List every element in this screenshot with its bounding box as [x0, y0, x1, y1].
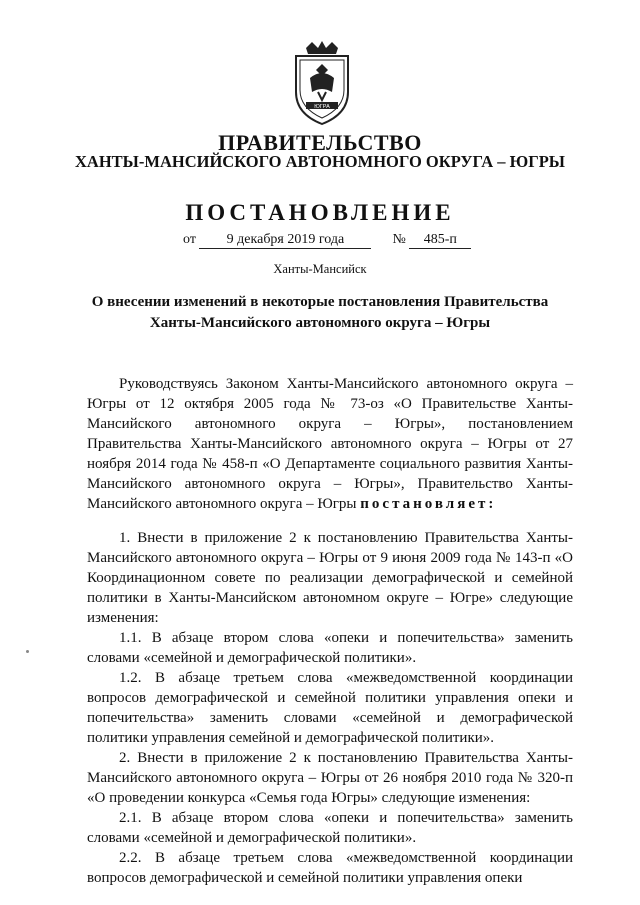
- paragraph-1-2: 1.2. В абзаце третьем слова «межведомственной координации вопросов демографической и семейной политики управления опеки и попечительства» заменить словами «семейной и демографической политики управления семейной и демографической политики».: [87, 670, 573, 746]
- intro-paragraph: [87, 374, 573, 514]
- city-name: Ханты-Мансийск: [273, 262, 367, 276]
- paragraph-1-1: 1.1. В абзаце втором слова «опеки и попечительства» заменить словами «семейной и демографической политики».: [87, 630, 573, 666]
- decree-word: постановляет:: [360, 496, 497, 512]
- subject-line-2: Ханты-Мансийского автономного округа – Югры: [149, 315, 491, 331]
- number-label: №: [392, 232, 406, 247]
- scan-speck: [26, 650, 29, 653]
- document-date: 9 декабря 2019 года: [199, 232, 371, 249]
- government-title: ПРАВИТЕЛЬСТВО: [218, 130, 422, 155]
- emblem-text: ЮГРА: [314, 104, 330, 110]
- paragraph-2: 2. Внести в приложение 2 к постановлению Правительства Ханты-Мансийского автономного округа – Югры от 26 ноября 2010 года № 320-п «О проведении конкурса «Семья года Югры» следующие изменения:: [87, 750, 573, 806]
- intro-text: Руководствуясь Законом Ханты-Мансийского автономного округа – Югры от 12 октября 2005 года № 73-оз «О Правительстве Ханты-Мансийского автономного округа – Югры», постановлением Правительства Ханты-Мансийского автономного округа – Югры от 27 ноября 2014 года № 458-п «О Департаменте социального развития Ханты-Мансийского автономного округа – Югры», Правительство Ханты-Мансийского автономного округа – Югры: [87, 376, 573, 512]
- document-number: 485-п: [409, 232, 471, 249]
- subject-line-1: О внесении изменений в некоторые постановления Правительства: [91, 294, 549, 310]
- document-body: [87, 374, 573, 888]
- document-type: ПОСТАНОВЛЕНИЕ: [185, 200, 455, 225]
- paragraph-1: 1. Внести в приложение 2 к постановлению Правительства Ханты-Мансийского автономного округа – Югры от 9 июня 2009 года № 143-п «О Координационном совете по реализации демографической и семейной политики в Ханты-Мансийском автономном округе – Югре» следующие изменения:: [87, 530, 573, 626]
- paragraph-2-1: 2.1. В абзаце втором слова «опеки и попечительства» заменить словами «семейной и демографической политики».: [87, 810, 573, 846]
- region-title: ХАНТЫ-МАНСИЙСКОГО АВТОНОМНОГО ОКРУГА – ЮГРЫ: [75, 152, 565, 171]
- from-label: от: [183, 232, 196, 247]
- document-subject: [0, 292, 640, 334]
- paragraph-2-2: 2.2. В абзаце третьем слова «межведомственной координации вопросов демографической и семейной политики управления опеки: [87, 850, 573, 886]
- coat-of-arms-icon: [288, 40, 356, 126]
- date-number-line: [183, 232, 471, 249]
